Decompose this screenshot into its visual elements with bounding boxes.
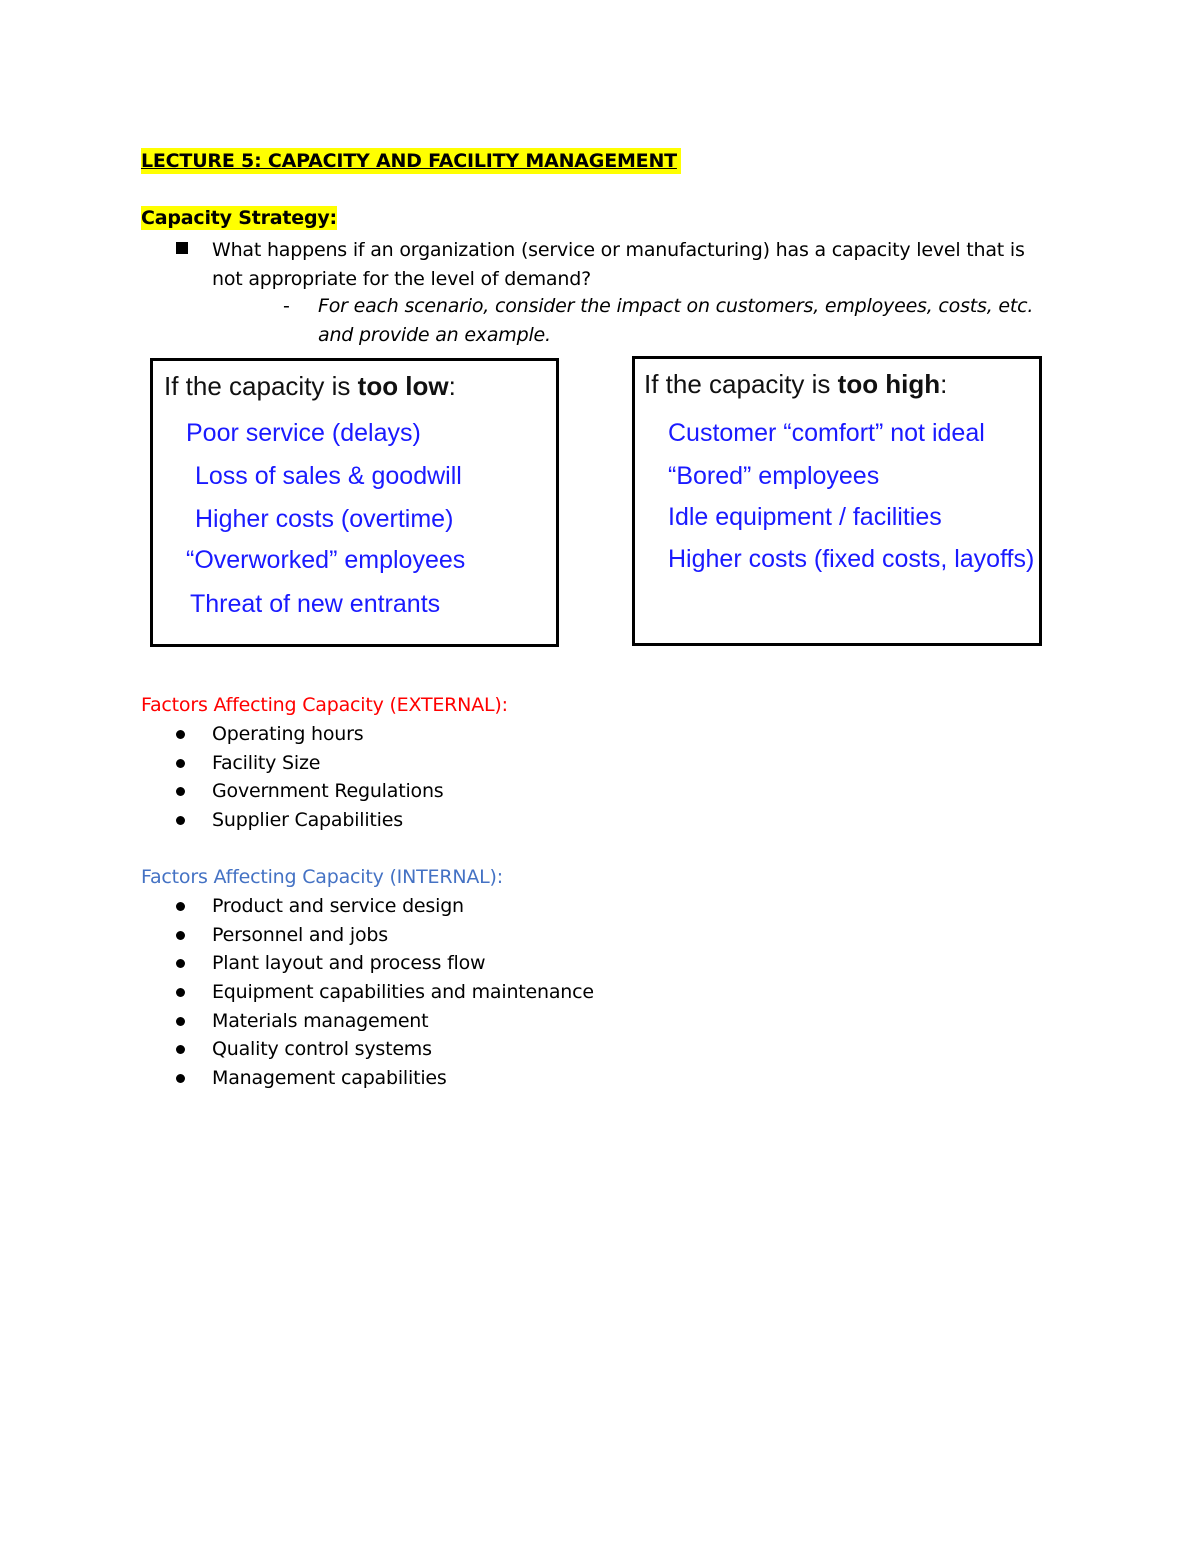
list-item <box>176 749 444 778</box>
list-item <box>176 1064 594 1093</box>
too-high-item: Customer “comfort” not ideal <box>668 419 985 447</box>
internal-factors-list <box>176 892 594 1093</box>
external-factors-heading: Factors Affecting Capacity (EXTERNAL): <box>141 694 508 716</box>
too-high-box-heading <box>644 369 947 400</box>
list-item <box>176 1035 594 1064</box>
list-item <box>176 720 444 749</box>
square-bullet-icon <box>176 242 188 254</box>
too-low-item: Threat of new entrants <box>190 590 441 618</box>
bullet-dot-icon <box>176 1074 185 1083</box>
too-low-item: Higher costs (overtime) <box>195 505 454 533</box>
list-item-text: Quality control systems <box>212 1038 432 1061</box>
too-high-heading-prefix: If the capacity is <box>644 369 838 399</box>
too-low-heading-bold: too low <box>357 371 449 401</box>
too-low-box <box>150 358 559 647</box>
too-low-heading-prefix: If the capacity is <box>164 371 358 401</box>
too-low-heading-suffix: : <box>448 371 456 401</box>
bullet-dot-icon <box>176 902 185 911</box>
list-item <box>176 806 444 835</box>
too-low-item: Poor service (delays) <box>186 419 421 447</box>
too-high-item: Idle equipment / facilities <box>668 503 942 531</box>
bullet-dot-icon <box>176 931 185 940</box>
too-low-box-heading <box>164 371 456 402</box>
bullet-dot-icon <box>176 816 185 825</box>
too-high-heading-bold: too high <box>837 369 941 399</box>
list-item <box>176 892 594 921</box>
list-item-text: Equipment capabilities and maintenance <box>212 981 594 1004</box>
dash-marker: - <box>283 295 290 317</box>
bullet-dot-icon <box>176 959 185 968</box>
list-item-text: Management capabilities <box>212 1067 447 1090</box>
bullet-dot-icon <box>176 988 185 997</box>
list-item-text: Personnel and jobs <box>212 923 388 946</box>
list-item-text: Materials management <box>212 1009 429 1032</box>
list-item <box>176 1007 594 1036</box>
too-high-heading-suffix: : <box>940 369 948 399</box>
list-item <box>176 921 594 950</box>
too-low-item: “Overworked” employees <box>186 546 466 574</box>
list-item-text: Facility Size <box>212 751 321 774</box>
list-item <box>176 949 594 978</box>
bullet-dot-icon <box>176 787 185 796</box>
instruction-text: For each scenario, consider the impact on customers, employees, costs, etc. and provide an example. <box>318 295 1034 346</box>
lecture-title: LECTURE 5: CAPACITY AND FACILITY MANAGEMENT <box>141 148 681 174</box>
too-high-box <box>632 356 1042 646</box>
list-item-text: Operating hours <box>212 723 364 745</box>
bullet-dot-icon <box>176 1045 185 1054</box>
list-item-text: Government Regulations <box>212 780 444 803</box>
list-item <box>176 978 594 1007</box>
list-item-text: Supplier Capabilities <box>212 809 403 832</box>
list-item-text: Product and service design <box>212 895 464 917</box>
bullet-dot-icon <box>176 1017 185 1026</box>
too-low-item: Loss of sales & goodwill <box>195 462 462 490</box>
internal-factors-heading: Factors Affecting Capacity (INTERNAL): <box>141 866 503 888</box>
list-item-text: Plant layout and process flow <box>212 952 486 975</box>
capacity-strategy-heading: Capacity Strategy: <box>141 207 337 229</box>
external-factors-list <box>176 720 444 835</box>
too-high-item: Higher costs (fixed costs, layoffs) <box>668 545 1035 573</box>
list-item <box>176 777 444 806</box>
bullet-dot-icon <box>176 730 185 739</box>
too-high-item: “Bored” employees <box>668 462 880 490</box>
bullet-dot-icon <box>176 759 185 768</box>
question-text: What happens if an organization (service or manufacturing) has a capacity level that is not appropriate for the level of demand? <box>212 239 1025 290</box>
